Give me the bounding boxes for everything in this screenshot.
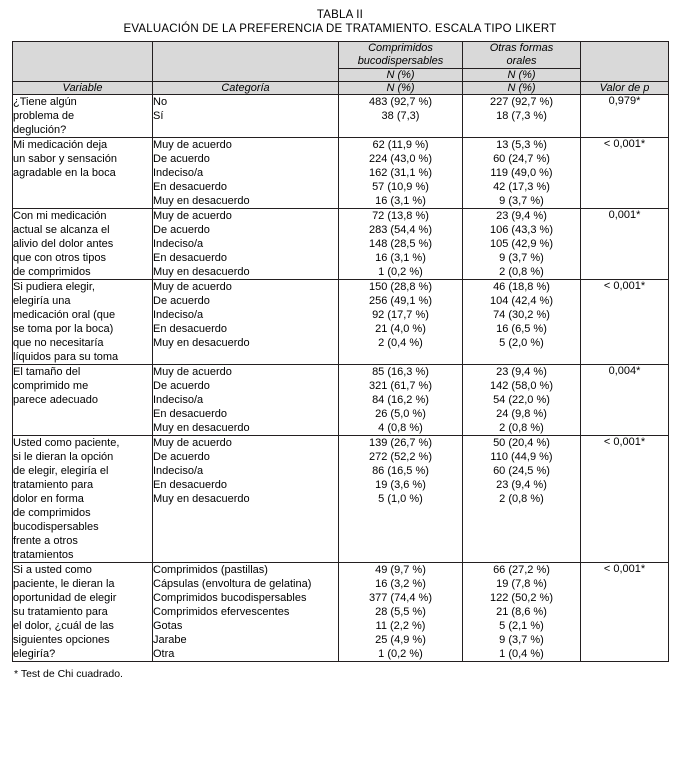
category-label: Muy de acuerdo bbox=[153, 210, 232, 222]
header-valor-p: Valor de p bbox=[581, 82, 669, 95]
row-p-value: < 0,001* bbox=[581, 563, 669, 662]
header-variable: Variable bbox=[13, 82, 153, 95]
value-otras: 122 (50,2 %) bbox=[490, 592, 553, 604]
row-variable bbox=[13, 138, 153, 209]
row-categories bbox=[153, 436, 339, 563]
category-label: De acuerdo bbox=[153, 153, 210, 165]
row-variable-line: comprimido me bbox=[13, 380, 89, 392]
row-values-otras bbox=[463, 563, 581, 662]
value-comprimidos: 57 (10,9 %) bbox=[372, 181, 429, 193]
category-label: De acuerdo bbox=[153, 295, 210, 307]
value-otras: 42 (17,3 %) bbox=[493, 181, 550, 193]
category-label: Indeciso/a bbox=[153, 465, 204, 477]
row-values-otras bbox=[463, 280, 581, 365]
row-variable-line: Si pudiera elegir, bbox=[13, 281, 95, 293]
table-number: TABLA II bbox=[316, 9, 364, 21]
value-comprimidos: 148 (28,5 %) bbox=[369, 238, 432, 250]
row-categories bbox=[153, 365, 339, 436]
value-comprimidos: 5 (1,0 %) bbox=[378, 493, 423, 505]
value-comprimidos: 11 (2,2 %) bbox=[375, 620, 426, 632]
table-caption: EVALUACIÓN DE LA PREFERENCIA DE TRATAMIENTO. ESCALA TIPO LIKERT bbox=[123, 23, 557, 35]
category-label: De acuerdo bbox=[153, 451, 210, 463]
category-label: En desacuerdo bbox=[153, 181, 227, 193]
value-comprimidos: 256 (49,1 %) bbox=[369, 295, 432, 307]
value-otras: 66 (27,2 %) bbox=[493, 564, 550, 576]
category-label: Sí bbox=[153, 110, 164, 122]
row-variable-line: alivio del dolor antes bbox=[13, 238, 114, 250]
category-label: Muy en desacuerdo bbox=[153, 422, 250, 434]
header-group-otras-line2: orales bbox=[506, 55, 537, 67]
row-variable-line: actual se alcanza el bbox=[13, 224, 110, 236]
value-comprimidos: 25 (4,9 %) bbox=[375, 634, 426, 646]
row-values-comprimidos bbox=[339, 138, 463, 209]
value-comprimidos: 1 (0,2 %) bbox=[378, 266, 423, 278]
row-p-value: 0,001* bbox=[581, 209, 669, 280]
row-variable-line: oportunidad de elegir bbox=[13, 592, 117, 604]
header-n-pct-otras-2: N (%) bbox=[463, 82, 581, 95]
table-title bbox=[12, 8, 668, 36]
value-otras: 18 (7,3 %) bbox=[496, 110, 547, 122]
header-cell-valor-p-spacer bbox=[581, 42, 669, 82]
row-values-otras bbox=[463, 436, 581, 563]
row-variable-line: bucodispersables bbox=[13, 521, 99, 533]
table-header-group-row bbox=[13, 42, 669, 69]
row-variable-line: frente a otros bbox=[13, 535, 78, 547]
value-comprimidos: 139 (26,7 %) bbox=[369, 437, 432, 449]
category-label: Muy en desacuerdo bbox=[153, 195, 250, 207]
row-variable-line: Con mi medicación bbox=[13, 210, 107, 222]
header-n-pct-otras: N (%) bbox=[463, 69, 581, 82]
row-values-comprimidos bbox=[339, 563, 463, 662]
header-group-comprimidos bbox=[339, 42, 463, 69]
row-variable-line: Si a usted como bbox=[13, 564, 92, 576]
row-p-value: < 0,001* bbox=[581, 436, 669, 563]
row-values-otras bbox=[463, 95, 581, 138]
row-variable-line: se toma por la boca) bbox=[13, 323, 114, 335]
row-variable-line: elegiría una bbox=[13, 295, 71, 307]
header-n-pct-comprimidos-2: N (%) bbox=[339, 82, 463, 95]
value-otras: 74 (30,2 %) bbox=[493, 309, 550, 321]
header-categoria: Categoría bbox=[153, 82, 339, 95]
row-p-value: 0,004* bbox=[581, 365, 669, 436]
value-otras: 46 (18,8 %) bbox=[493, 281, 550, 293]
category-label: Muy de acuerdo bbox=[153, 366, 232, 378]
value-comprimidos: 19 (3,6 %) bbox=[375, 479, 426, 491]
header-group-otras-line1: Otras formas bbox=[489, 42, 554, 54]
row-variable-line: medicación oral (que bbox=[13, 309, 116, 321]
row-variable-line: paciente, le dieran la bbox=[13, 578, 115, 590]
row-variable bbox=[13, 95, 153, 138]
row-variable-line: dolor en forma bbox=[13, 493, 84, 505]
value-otras: 5 (2,1 %) bbox=[499, 620, 544, 632]
value-comprimidos: 26 (5,0 %) bbox=[375, 408, 426, 420]
row-p-value: < 0,001* bbox=[581, 138, 669, 209]
category-label: En desacuerdo bbox=[153, 408, 227, 420]
row-variable-line: el dolor, ¿cuál de las bbox=[13, 620, 114, 632]
row-variable bbox=[13, 563, 153, 662]
category-label: Muy en desacuerdo bbox=[153, 493, 250, 505]
value-comprimidos: 38 (7,3) bbox=[381, 110, 420, 122]
value-comprimidos: 16 (3,1 %) bbox=[375, 252, 426, 264]
value-comprimidos: 321 (61,7 %) bbox=[369, 380, 432, 392]
value-otras: 50 (20,4 %) bbox=[493, 437, 550, 449]
value-otras: 142 (58,0 %) bbox=[490, 380, 553, 392]
row-variable-line: líquidos para su toma bbox=[13, 351, 119, 363]
row-variable-line: El tamaño del bbox=[13, 366, 81, 378]
category-label: Gotas bbox=[153, 620, 183, 632]
category-label: Muy en desacuerdo bbox=[153, 266, 250, 278]
header-n-pct-comprimidos: N (%) bbox=[339, 69, 463, 82]
value-comprimidos: 85 (16,3 %) bbox=[372, 366, 429, 378]
value-otras: 105 (42,9 %) bbox=[490, 238, 553, 250]
value-comprimidos: 84 (16,2 %) bbox=[372, 394, 429, 406]
header-cell-variable-spacer bbox=[13, 42, 153, 82]
table-row bbox=[13, 365, 669, 436]
category-label: Indeciso/a bbox=[153, 394, 204, 406]
row-variable-line: Mi medicación deja bbox=[13, 139, 108, 151]
row-variable-line: que no necesitaría bbox=[13, 337, 104, 349]
value-otras: 24 (9,8 %) bbox=[496, 408, 547, 420]
value-comprimidos: 28 (5,5 %) bbox=[375, 606, 426, 618]
row-variable bbox=[13, 209, 153, 280]
value-comprimidos: 150 (28,8 %) bbox=[369, 281, 432, 293]
category-label: De acuerdo bbox=[153, 380, 210, 392]
value-otras: 60 (24,7 %) bbox=[493, 153, 550, 165]
row-values-otras bbox=[463, 209, 581, 280]
header-group-otras-formas bbox=[463, 42, 581, 69]
row-variable bbox=[13, 365, 153, 436]
category-label: Muy de acuerdo bbox=[153, 139, 232, 151]
likert-table bbox=[12, 41, 669, 662]
value-comprimidos: 16 (3,1 %) bbox=[375, 195, 426, 207]
category-label: Comprimidos efervescentes bbox=[153, 606, 290, 618]
value-otras: 13 (5,3 %) bbox=[496, 139, 547, 151]
category-label: Muy de acuerdo bbox=[153, 437, 232, 449]
value-otras: 110 (44,9 %) bbox=[490, 451, 553, 463]
row-values-comprimidos bbox=[339, 280, 463, 365]
row-categories bbox=[153, 138, 339, 209]
table-body bbox=[13, 95, 669, 662]
row-categories bbox=[153, 280, 339, 365]
row-values-otras bbox=[463, 138, 581, 209]
header-group-comprimidos-line2: bucodispersables bbox=[357, 55, 444, 67]
row-variable-line: siguientes opciones bbox=[13, 634, 110, 646]
value-comprimidos: 49 (9,7 %) bbox=[375, 564, 426, 576]
value-comprimidos: 272 (52,2 %) bbox=[369, 451, 432, 463]
row-variable-line: un sabor y sensación bbox=[13, 153, 117, 165]
value-otras: 119 (49,0 %) bbox=[490, 167, 553, 179]
value-otras: 23 (9,4 %) bbox=[496, 479, 547, 491]
value-otras: 227 (92,7 %) bbox=[490, 96, 553, 108]
value-otras: 9 (3,7 %) bbox=[499, 195, 544, 207]
value-otras: 19 (7,8 %) bbox=[496, 578, 547, 590]
value-otras: 16 (6,5 %) bbox=[496, 323, 547, 335]
value-otras: 2 (0,8 %) bbox=[499, 493, 544, 505]
table-row bbox=[13, 280, 669, 365]
row-p-value: < 0,001* bbox=[581, 280, 669, 365]
value-otras: 106 (43,3 %) bbox=[490, 224, 553, 236]
category-label: En desacuerdo bbox=[153, 252, 227, 264]
value-comprimidos: 86 (16,5 %) bbox=[372, 465, 429, 477]
row-variable-line: de comprimidos bbox=[13, 266, 91, 278]
value-otras: 21 (8,6 %) bbox=[496, 606, 547, 618]
row-variable-line: su tratamiento para bbox=[13, 606, 108, 618]
row-variable-line: parece adecuado bbox=[13, 394, 99, 406]
row-variable-line: tratamientos bbox=[13, 549, 74, 561]
category-label: Indeciso/a bbox=[153, 238, 204, 250]
value-otras: 104 (42,4 %) bbox=[490, 295, 553, 307]
row-variable-line: tratamiento para bbox=[13, 479, 94, 491]
row-values-comprimidos bbox=[339, 209, 463, 280]
row-variable bbox=[13, 436, 153, 563]
value-comprimidos: 224 (43,0 %) bbox=[369, 153, 432, 165]
row-variable-line: deglución? bbox=[13, 124, 67, 136]
row-variable-line: agradable en la boca bbox=[13, 167, 116, 179]
value-otras: 23 (9,4 %) bbox=[496, 210, 547, 222]
value-otras: 2 (0,8 %) bbox=[499, 266, 544, 278]
category-label: Indeciso/a bbox=[153, 309, 204, 321]
table-footnote: * Test de Chi cuadrado. bbox=[14, 668, 123, 680]
row-variable-line: ¿Tiene algún bbox=[13, 96, 77, 108]
value-otras: 5 (2,0 %) bbox=[499, 337, 544, 349]
value-comprimidos: 283 (54,4 %) bbox=[369, 224, 432, 236]
category-label: No bbox=[153, 96, 168, 108]
value-otras: 9 (3,7 %) bbox=[499, 252, 544, 264]
row-categories bbox=[153, 563, 339, 662]
table-row bbox=[13, 138, 669, 209]
category-label: Muy en desacuerdo bbox=[153, 337, 250, 349]
row-variable-line: que con otros tipos bbox=[13, 252, 106, 264]
value-otras: 54 (22,0 %) bbox=[493, 394, 550, 406]
value-otras: 60 (24,5 %) bbox=[493, 465, 550, 477]
value-otras: 1 (0,4 %) bbox=[499, 648, 544, 660]
header-group-comprimidos-line1: Comprimidos bbox=[368, 42, 433, 54]
value-comprimidos: 162 (31,1 %) bbox=[369, 167, 432, 179]
value-comprimidos: 92 (17,7 %) bbox=[372, 309, 429, 321]
value-comprimidos: 21 (4,0 %) bbox=[375, 323, 426, 335]
row-variable-line: de comprimidos bbox=[13, 507, 91, 519]
table-row bbox=[13, 95, 669, 138]
category-label: En desacuerdo bbox=[153, 479, 227, 491]
value-comprimidos: 4 (0,8 %) bbox=[378, 422, 423, 434]
row-values-comprimidos bbox=[339, 436, 463, 563]
value-comprimidos: 377 (74,4 %) bbox=[369, 592, 432, 604]
category-label: Cápsulas (envoltura de gelatina) bbox=[153, 578, 312, 590]
row-variable-line: problema de bbox=[13, 110, 75, 122]
value-comprimidos: 1 (0,2 %) bbox=[378, 648, 423, 660]
value-comprimidos: 16 (3,2 %) bbox=[375, 578, 426, 590]
category-label: Muy de acuerdo bbox=[153, 281, 232, 293]
category-label: Comprimidos (pastillas) bbox=[153, 564, 268, 576]
row-variable-line: Usted como paciente, bbox=[13, 437, 120, 449]
row-variable-line: de elegir, elegiría el bbox=[13, 465, 109, 477]
value-comprimidos: 2 (0,4 %) bbox=[378, 337, 423, 349]
row-p-value: 0,979* bbox=[581, 95, 669, 138]
value-otras: 23 (9,4 %) bbox=[496, 366, 547, 378]
value-comprimidos: 72 (13,8 %) bbox=[372, 210, 429, 222]
value-comprimidos: 62 (11,9 %) bbox=[372, 139, 429, 151]
category-label: Jarabe bbox=[153, 634, 187, 646]
category-label: Comprimidos bucodispersables bbox=[153, 592, 307, 604]
row-variable-line: si le dieran la opción bbox=[13, 451, 114, 463]
row-values-comprimidos bbox=[339, 95, 463, 138]
value-otras: 9 (3,7 %) bbox=[499, 634, 544, 646]
table-row bbox=[13, 436, 669, 563]
row-variable-line: elegiría? bbox=[13, 648, 56, 660]
category-label: En desacuerdo bbox=[153, 323, 227, 335]
category-label: De acuerdo bbox=[153, 224, 210, 236]
category-label: Otra bbox=[153, 648, 175, 660]
table-row bbox=[13, 563, 669, 662]
row-values-comprimidos bbox=[339, 365, 463, 436]
row-values-otras bbox=[463, 365, 581, 436]
value-comprimidos: 483 (92,7 %) bbox=[369, 96, 432, 108]
header-cell-categoria-spacer bbox=[153, 42, 339, 82]
table-header-labels-row bbox=[13, 82, 669, 95]
row-variable bbox=[13, 280, 153, 365]
row-categories bbox=[153, 95, 339, 138]
value-otras: 2 (0,8 %) bbox=[499, 422, 544, 434]
table-row bbox=[13, 209, 669, 280]
category-label: Indeciso/a bbox=[153, 167, 204, 179]
row-categories bbox=[153, 209, 339, 280]
